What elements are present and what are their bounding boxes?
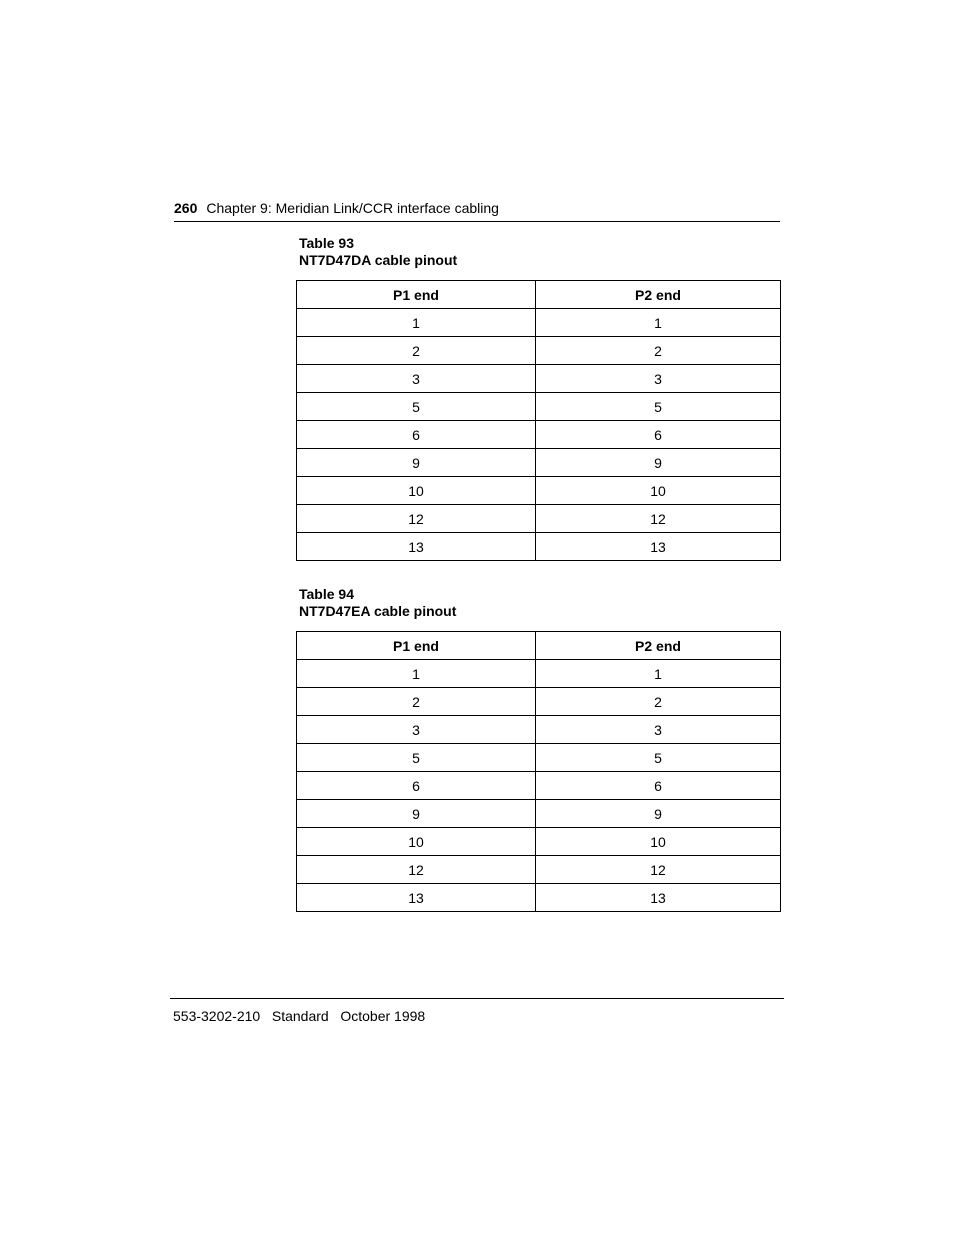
- p1-cell: 2: [297, 337, 536, 365]
- document-date: October 1998: [340, 1008, 426, 1024]
- table-row: [297, 660, 781, 688]
- footer-divider: [170, 998, 784, 999]
- running-footer: [173, 1008, 425, 1024]
- table-94-caption: [299, 586, 456, 620]
- p1-cell: 6: [297, 421, 536, 449]
- p1-cell: 9: [297, 800, 536, 828]
- table-label: Table 93: [299, 235, 354, 251]
- p2-cell: 6: [536, 421, 781, 449]
- table-row: [297, 337, 781, 365]
- table-row: [297, 688, 781, 716]
- p1-cell: 6: [297, 772, 536, 800]
- table-row: [297, 884, 781, 912]
- p2-cell: 1: [536, 309, 781, 337]
- pinout-table-94: [296, 631, 781, 912]
- column-header-p1: P1 end: [297, 281, 536, 309]
- table-header-row: [297, 281, 781, 309]
- p1-cell: 3: [297, 716, 536, 744]
- p1-cell: 10: [297, 477, 536, 505]
- p1-cell: 10: [297, 828, 536, 856]
- table-row: [297, 309, 781, 337]
- column-header-p2: P2 end: [536, 281, 781, 309]
- p2-cell: 10: [536, 477, 781, 505]
- table-row: [297, 800, 781, 828]
- column-header-p1: P1 end: [297, 632, 536, 660]
- p2-cell: 2: [536, 337, 781, 365]
- p2-cell: 3: [536, 365, 781, 393]
- p1-cell: 3: [297, 365, 536, 393]
- table-title: NT7D47DA cable pinout: [299, 252, 458, 268]
- p1-cell: 5: [297, 393, 536, 421]
- p1-cell: 1: [297, 660, 536, 688]
- table-row: [297, 393, 781, 421]
- p1-cell: 9: [297, 449, 536, 477]
- document-number: 553-3202-210: [173, 1008, 261, 1024]
- p1-cell: 12: [297, 856, 536, 884]
- running-header: [174, 200, 780, 222]
- p2-cell: 3: [536, 716, 781, 744]
- table-row: [297, 828, 781, 856]
- table-row: [297, 449, 781, 477]
- page-number: 260: [174, 200, 198, 216]
- p2-cell: 2: [536, 688, 781, 716]
- p2-cell: 1: [536, 660, 781, 688]
- p1-cell: 13: [297, 884, 536, 912]
- table-row: [297, 772, 781, 800]
- p2-cell: 6: [536, 772, 781, 800]
- table-label: Table 94: [299, 586, 354, 602]
- table-row: [297, 365, 781, 393]
- table-header-row: [297, 632, 781, 660]
- table-row: [297, 716, 781, 744]
- table-93-caption: [299, 235, 457, 269]
- p1-cell: 12: [297, 505, 536, 533]
- p1-cell: 5: [297, 744, 536, 772]
- table-row: [297, 744, 781, 772]
- p2-cell: 10: [536, 828, 781, 856]
- pinout-table-93: [296, 280, 781, 561]
- chapter-title: Chapter 9: Meridian Link/CCR interface cabling: [206, 200, 499, 216]
- p2-cell: 13: [536, 884, 781, 912]
- document-status: Standard: [271, 1008, 329, 1024]
- table-row: [297, 505, 781, 533]
- table-row: [297, 477, 781, 505]
- p2-cell: 12: [536, 505, 781, 533]
- table-title: NT7D47EA cable pinout: [299, 603, 457, 619]
- p2-cell: 5: [536, 393, 781, 421]
- p2-cell: 13: [536, 533, 781, 561]
- p2-cell: 9: [536, 800, 781, 828]
- p2-cell: 5: [536, 744, 781, 772]
- p1-cell: 2: [297, 688, 536, 716]
- p2-cell: 9: [536, 449, 781, 477]
- p1-cell: 13: [297, 533, 536, 561]
- table-row: [297, 421, 781, 449]
- p1-cell: 1: [297, 309, 536, 337]
- table-row: [297, 856, 781, 884]
- table-row: [297, 533, 781, 561]
- p2-cell: 12: [536, 856, 781, 884]
- column-header-p2: P2 end: [536, 632, 781, 660]
